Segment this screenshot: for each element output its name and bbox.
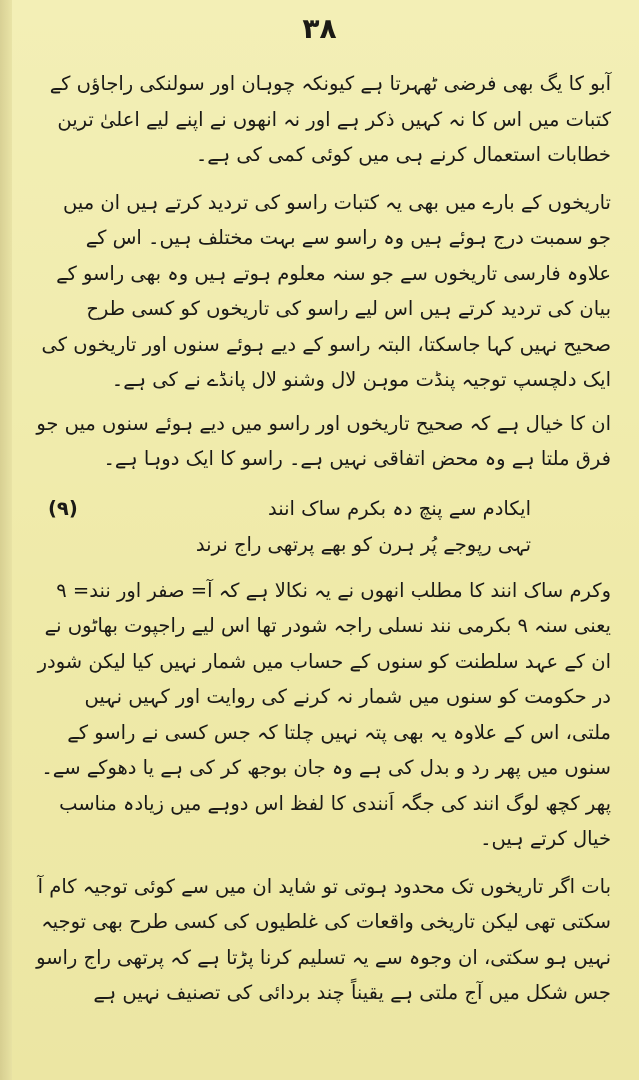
paragraph-1: آبو کا یگ بھی فرضی ٹھہرتا ہے کیونکہ چوہان اور سولنکی راجاؤں کے کتبات میں اس کا نہ کہیں ذکر ہے اور نہ انھوں نے اپنے لیے اعلیٰ ترین خطابات استعمال کرنے ہی میں کوئی کمی کی ہے۔ [49, 72, 611, 166]
page-binding-shadow [0, 0, 12, 1080]
paragraph-5: بات اگر تاریخوں تک محدود ہوتی تو شاید ان میں سے کوئی توجیہ کام آ سکتی تھی لیکن تاریخی واقعات کی غلطیوں کی کسی طرح بھی توجیہ نہیں ہو سکتی، ان وجوہ سے یہ تسلیم کرنا پڑتا ہے کہ پرتھی راج راسو جس شکل میں آج ملتی ہے یقیناً چند بردائی کی تصنیف نہیں ہے [36, 874, 611, 1004]
verse-block [36, 491, 611, 565]
verse-line-1: ایکادم سے پنچ دہ بکرم ساک انند [267, 496, 531, 520]
verse-line-2: تہی رپوجے پُر ہرن کو بھے پرتھی راج نرند [195, 532, 531, 556]
page-number: ۳۸ [302, 12, 337, 45]
verse-number: (۹) [48, 496, 78, 520]
body-text [36, 66, 611, 1011]
paragraph-2: تاریخوں کے بارے میں بھی یہ کتبات راسو کی تردید کرتے ہیں ان میں جو سمبت درج ہوئے ہیں وہ راسو سے بہت مختلف ہیں۔ اس کے علاوہ فارسی تاریخوں سے جو سنہ معلوم ہوتے ہیں وہ بھی راسو کے بیان کی تردید کرتے ہیں اس لیے راسو کی تاریخوں کو کسی طرح صحیح نہیں کہا جاسکتا، البتہ راسو کے دیے ہوئے سنوں اور تاریخوں کی ایک دلچسپ توجیہ پنڈت موہن لال وشنو لال پانڈے نے کی ہے۔ [41, 190, 611, 391]
paragraph-4: وکرم ساک انند کا مطلب انھوں نے یہ نکالا ہے کہ آ= صفر اور نند= ۹ یعنی سنہ ۹ بکرمی نند نسلی راجہ شودر تھا اس لیے راجپوت بھاٹوں نے ان کے عہد سلطنت کو سنوں کے حساب میں شمار نہیں کیا لیکن شودر در حکومت کو سنوں میں شمار نہ کرنے کی روایت اور کہیں نہیں ملتی، اس کے علاوہ یہ بھی پتہ نہیں چلتا کہ جس کسی نے راسو کے سنوں میں پھر رد و بدل کی ہے وہ جان بوجھ کر کی ہے یا دھوکے سے۔ پھر کچھ لوگ انند کی جگہ اَنندی کا لفظ اس دوہے میں زیادہ مناسب خیال کرتے ہیں۔ [37, 578, 611, 850]
paragraph-3: ان کا خیال ہے کہ صحیح تاریخوں اور راسو میں دیے ہوئے سنوں میں جو فرق ملتا ہے وہ محض اتفاقی نہیں ہے۔ راسو کا ایک دوہا ہے۔ [36, 411, 611, 470]
